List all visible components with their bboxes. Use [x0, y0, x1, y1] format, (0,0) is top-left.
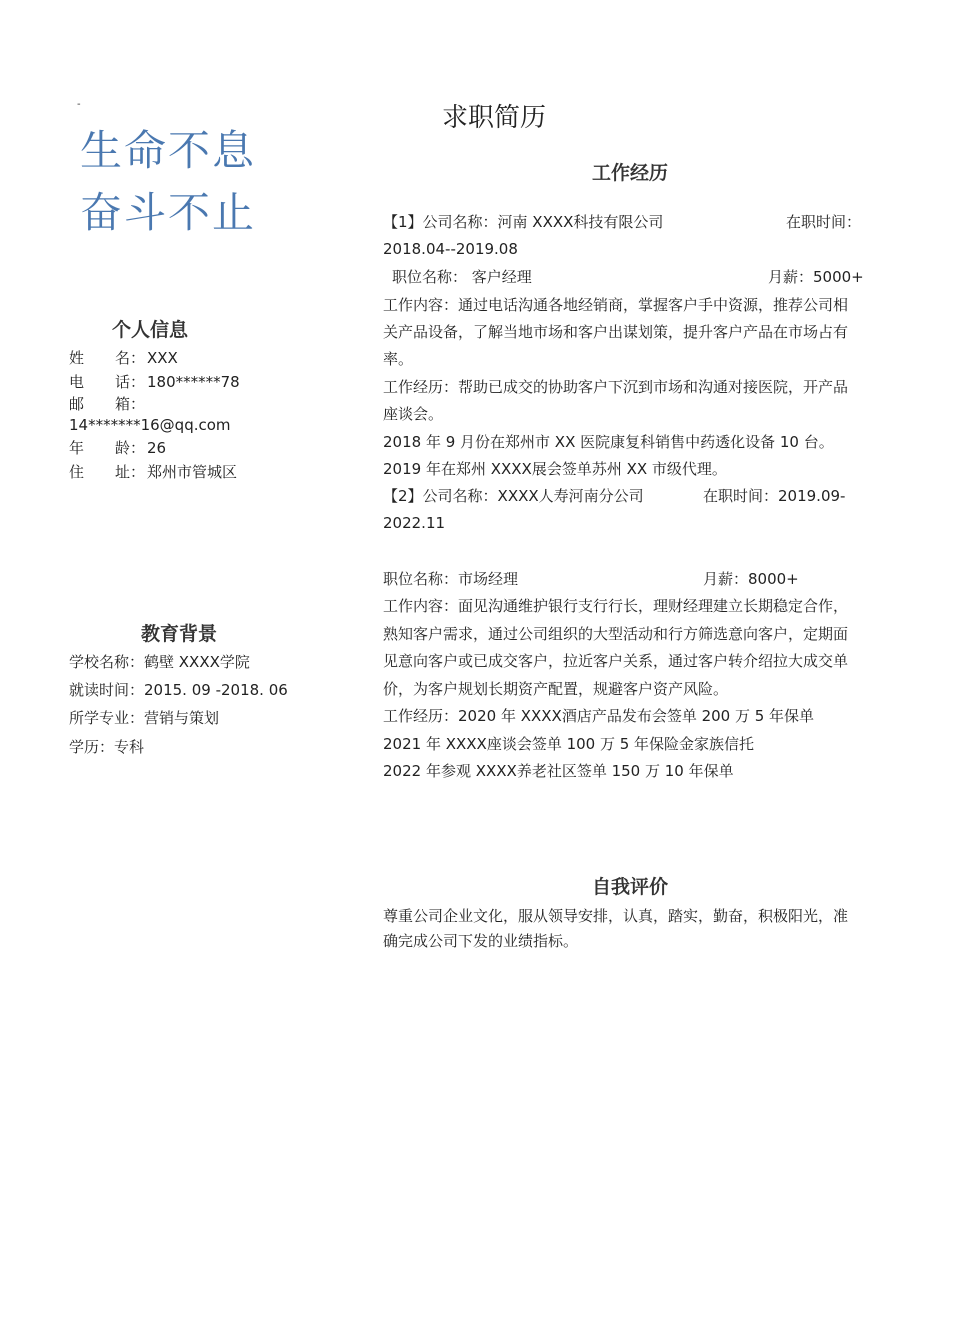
info-email-value: 14*******16@qq.com	[69, 416, 231, 434]
job1-experience-line: 2018 年 9 月份在郑州市 XX 医院康复科销售中药透化设备 10 台。	[383, 433, 834, 451]
personal-info-heading: 个人信息	[112, 319, 189, 341]
job2-period-value: 2022.11	[383, 514, 446, 532]
info-age-row	[69, 441, 166, 456]
job2-experience-line: 2022 年参观 XXXX养老社区签单 150 万 10 年保单	[383, 762, 734, 780]
job1-experience-line: 2019 年在郑州 XXXX展会签单苏州 XX 市级代理。	[383, 460, 727, 478]
job2-content-line: 见意向客户或已成交客户，拉近客户关系，通过客户转介绍拉大成交单	[383, 652, 849, 670]
motto-line-2: 奋斗不止	[80, 188, 257, 237]
job2-content-line: 工作内容：面见沟通维护银行支行行长，理财经理建立长期稳定合作，	[383, 597, 849, 615]
info-name-label-a: 姓	[69, 349, 85, 367]
info-phone-value: 180******78	[147, 373, 240, 391]
job1-period-value: 2018.04--2019.08	[383, 240, 518, 258]
job2-experience-line: 工作经历：2020 年 XXXX酒店产品发布会签单 200 万 5 年保单	[383, 707, 815, 725]
job1-position: 职位名称： 客户经理	[392, 268, 532, 286]
job2-company: 【2】公司名称：XXXX人寿河南分公司	[383, 487, 644, 505]
info-address-label-b: 址：	[115, 463, 146, 481]
self-eval-line: 确完成公司下发的业绩指标。	[383, 932, 579, 950]
decorative-mark: -	[77, 99, 81, 110]
info-age-value: 26	[147, 439, 167, 457]
edu-period: 就读时间：2015. 09 -2018. 06	[69, 681, 288, 699]
edu-school: 学校名称：鹤壁 XXXX学院	[69, 653, 250, 671]
info-address-value: 郑州市管城区	[147, 463, 238, 481]
edu-major: 所学专业：营销与策划	[69, 709, 220, 727]
info-email-label-a: 邮	[69, 395, 85, 413]
info-name-label-b: 名：	[115, 349, 146, 367]
info-address-label-a: 住	[69, 463, 85, 481]
motto-line-1: 生命不息	[80, 126, 257, 175]
job1-experience-line: 工作经历：帮助已成交的协助客户下沉到市场和沟通对接医院，开产品	[383, 378, 849, 396]
info-phone-label-b: 话：	[115, 373, 146, 391]
job1-salary: 月薪：5000+	[768, 268, 864, 286]
document-title: 求职简历	[442, 103, 547, 133]
job1-period-label: 在职时间：	[786, 213, 862, 231]
job1-content-line: 工作内容：通过电话沟通各地经销商，掌握客户手中资源，推荐公司相	[383, 296, 849, 314]
work-heading: 工作经历	[592, 162, 669, 184]
info-email-row	[69, 397, 147, 412]
info-phone-label-a: 电	[69, 373, 85, 391]
education-heading: 教育背景	[141, 623, 218, 645]
info-name-value: XXX	[147, 349, 178, 367]
self-eval-line: 尊重公司企业文化，服从领导安排，认真，踏实，勤奋，积极阳光，准	[383, 907, 849, 925]
info-address-row	[69, 465, 237, 480]
self-eval-heading: 自我评价	[592, 876, 669, 898]
info-name-row	[69, 351, 178, 366]
info-email-label-b: 箱：	[115, 395, 146, 413]
job1-content-line: 关产品设备，了解当地市场和客户出谋划策，提升客户产品在市场占有	[383, 323, 849, 341]
job2-content-line: 熟知客户需求，通过公司组织的大型活动和行方筛选意向客户，定期面	[383, 625, 849, 643]
info-age-label-b: 龄：	[115, 439, 146, 457]
edu-degree: 学历：专科	[69, 738, 145, 756]
job1-company: 【1】公司名称：河南 XXXX科技有限公司	[383, 213, 664, 231]
job2-position: 职位名称：市场经理	[383, 570, 519, 588]
info-age-label-a: 年	[69, 439, 85, 457]
job2-salary: 月薪：8000+	[703, 570, 799, 588]
job2-period-label: 在职时间：2019.09-	[703, 487, 846, 505]
job2-experience-line: 2021 年 XXXX座谈会签单 100 万 5 年保险金家族信托	[383, 735, 755, 753]
info-phone-row	[69, 375, 240, 390]
job1-content-line: 率。	[383, 350, 414, 368]
job1-experience-line: 座谈会。	[383, 405, 444, 423]
job2-content-line: 价，为客户规划长期资产配置，规避客户资产风险。	[383, 680, 729, 698]
